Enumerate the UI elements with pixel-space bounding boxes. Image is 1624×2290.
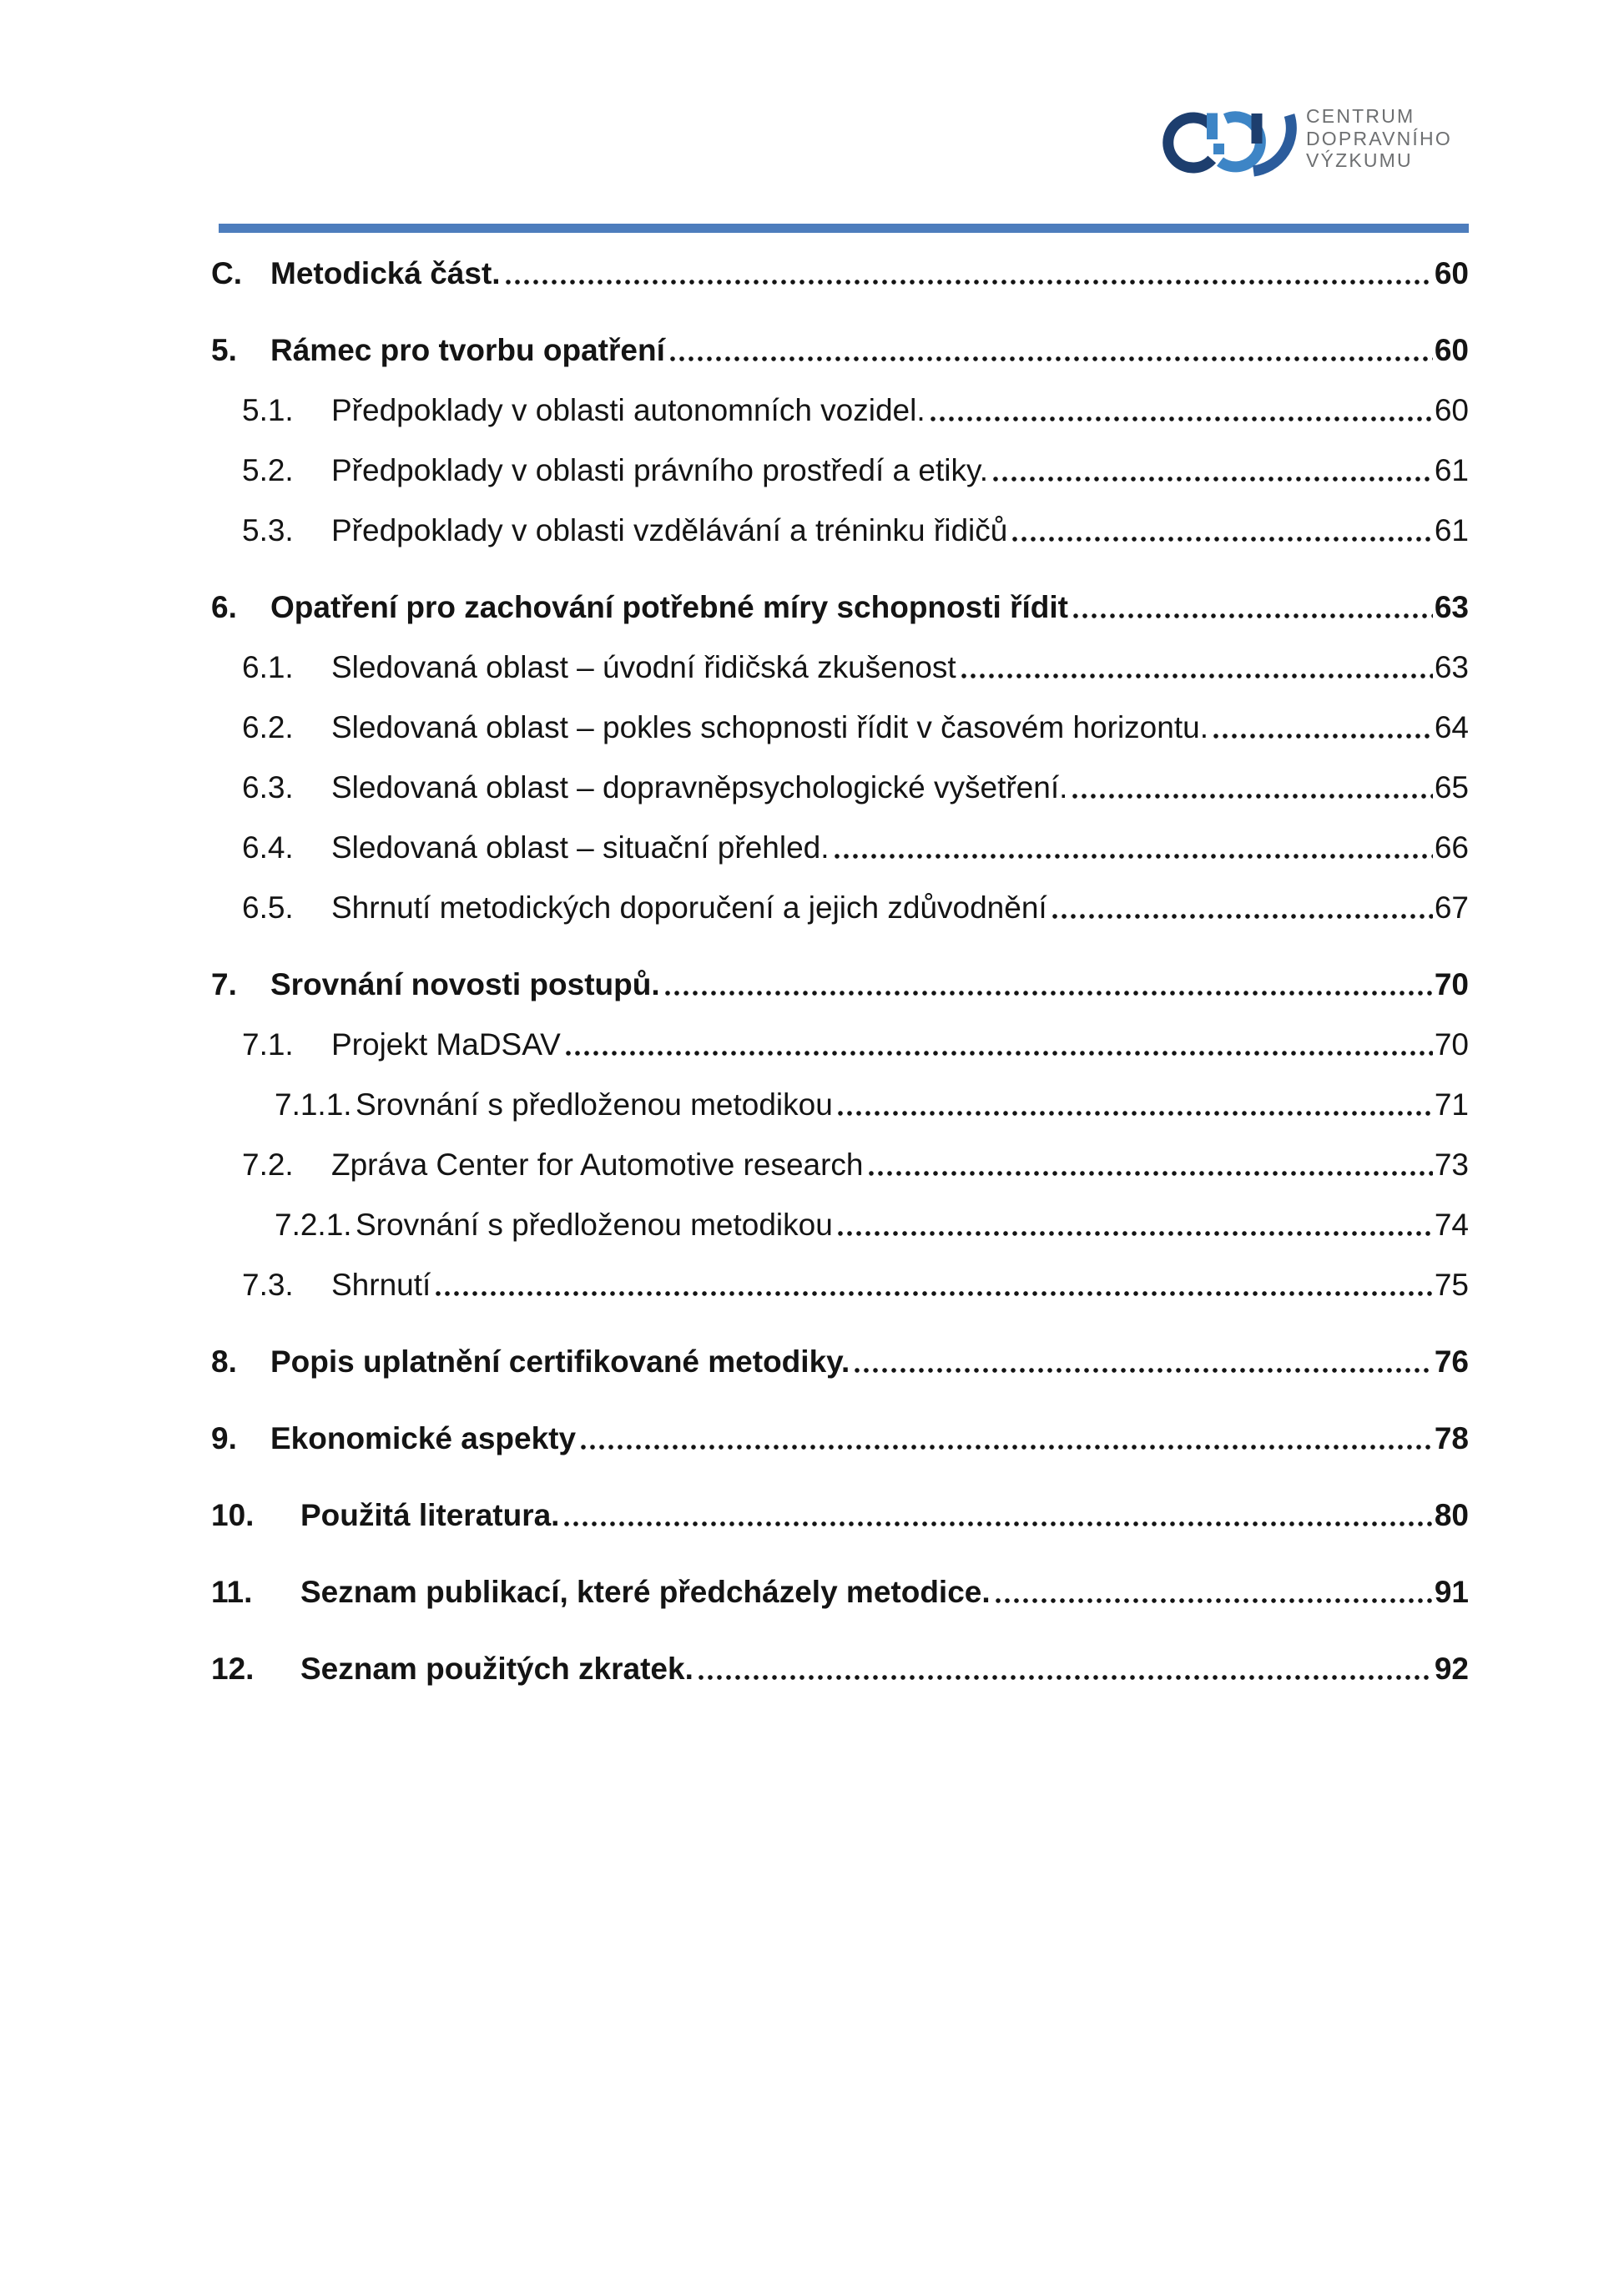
dot-leader: [992, 475, 1433, 483]
toc-entry[interactable]: [211, 329, 1469, 369]
toc-entry-number: 10.: [211, 1498, 255, 1532]
toc-entry[interactable]: [211, 826, 1469, 866]
dot-leader: [435, 1289, 1433, 1298]
toc-entry-number: 5.3.: [242, 513, 294, 547]
toc-entry[interactable]: [211, 646, 1469, 686]
toc-entry[interactable]: [211, 1417, 1469, 1457]
toc-entry-page: 60: [1434, 256, 1469, 290]
cdv-logo: [1162, 103, 1452, 184]
dot-leader: [834, 852, 1433, 860]
toc-entry-number: 5.: [211, 333, 237, 367]
logo-line-1: CENTRUM: [1306, 105, 1415, 127]
toc-entry-number: 6.: [211, 590, 237, 624]
toc-entry-title: Srovnání s předloženou metodikou: [356, 1208, 833, 1242]
toc-entry-page: 71: [1434, 1087, 1469, 1122]
toc-entry-page: 70: [1434, 967, 1469, 1001]
toc-entry[interactable]: [211, 1023, 1469, 1063]
dot-leader: [961, 672, 1433, 680]
dot-leader: [565, 1049, 1433, 1057]
toc-entry-page: 61: [1434, 513, 1469, 547]
toc-entry[interactable]: [211, 1340, 1469, 1380]
toc-entry-number: 7.1.: [242, 1027, 294, 1062]
dot-leader: [580, 1443, 1433, 1451]
toc-entry-number: 7.2.: [242, 1148, 294, 1182]
toc-entry-page: 60: [1434, 333, 1469, 367]
toc-entry-number: 5.2.: [242, 453, 294, 487]
toc-entry-title: Předpoklady v oblasti autonomních vozidel.: [331, 393, 925, 427]
dot-leader: [1011, 535, 1433, 543]
toc-entry-title: Seznam použitých zkratek.: [300, 1652, 693, 1686]
dot-leader: [930, 415, 1433, 423]
dot-leader: [1072, 792, 1432, 800]
toc-entry-title: Srovnání s předloženou metodikou: [356, 1087, 833, 1122]
toc-entry-page: 80: [1434, 1498, 1469, 1532]
logo-line-2: DOPRAVNÍHO: [1306, 127, 1452, 149]
toc-entry-page: 63: [1434, 590, 1469, 624]
dot-leader: [1213, 732, 1433, 740]
toc-entry-number: 7.: [211, 967, 237, 1001]
toc-entry-page: 61: [1434, 453, 1469, 487]
toc-entry-title: Popis uplatnění certifikované metodiky.: [270, 1344, 850, 1379]
toc-entry-title: Sledovaná oblast – situační přehled.: [331, 830, 830, 865]
cdv-logo-mark-icon: [1162, 103, 1299, 184]
toc-entry-number: 12.: [211, 1652, 255, 1686]
toc-entry-page: 63: [1434, 650, 1469, 684]
toc-entry[interactable]: [211, 706, 1469, 746]
toc-entry-title: Opatření pro zachování potřebné míry schopnosti řídit: [270, 590, 1068, 624]
dot-leader: [854, 1366, 1433, 1375]
table-of-contents: [211, 252, 1469, 1707]
toc-entry[interactable]: [211, 1264, 1469, 1304]
toc-entry-title: Sledovaná oblast – dopravněpsychologické vyšetření.: [331, 770, 1068, 805]
toc-entry-title: Sledovaná oblast – úvodní řidičská zkušenost: [331, 650, 956, 684]
toc-entry-page: 74: [1434, 1208, 1469, 1242]
toc-entry-number: 6.5.: [242, 890, 294, 925]
toc-entry-number: 11.: [211, 1575, 253, 1609]
toc-entry[interactable]: [211, 586, 1469, 626]
toc-entry-number: 9.: [211, 1421, 237, 1455]
toc-entry[interactable]: [211, 252, 1469, 292]
header-rule: [219, 224, 1469, 233]
toc-entry-page: 73: [1434, 1148, 1469, 1182]
toc-entry-page: 92: [1434, 1652, 1469, 1686]
toc-entry-number: 7.2.1.: [275, 1208, 352, 1242]
toc-entry-page: 64: [1434, 710, 1469, 744]
toc-entry-page: 65: [1434, 770, 1469, 805]
dot-leader: [1072, 612, 1433, 620]
toc-entry-title: Projekt MaDSAV: [331, 1027, 561, 1062]
toc-entry[interactable]: [211, 886, 1469, 926]
toc-entry-title: Shrnutí metodických doporučení a jejich zdůvodnění: [331, 890, 1047, 925]
toc-entry-page: 66: [1434, 830, 1469, 865]
toc-entry-page: 76: [1434, 1344, 1469, 1379]
toc-entry-number: C.: [211, 256, 242, 290]
dot-leader: [563, 1520, 1432, 1528]
toc-entry-title: Shrnutí: [331, 1268, 431, 1302]
toc-entry-number: 6.4.: [242, 830, 294, 865]
toc-entry[interactable]: [211, 1647, 1469, 1687]
toc-entry-page: 67: [1434, 890, 1469, 925]
logo-line-3: VÝZKUMU: [1306, 149, 1413, 171]
toc-entry[interactable]: [211, 1571, 1469, 1611]
toc-entry-number: 6.1.: [242, 650, 294, 684]
toc-entry-title: Předpoklady v oblasti vzdělávání a tréninku řidičů: [331, 513, 1008, 547]
toc-entry[interactable]: [211, 1203, 1469, 1243]
toc-entry[interactable]: [211, 449, 1469, 489]
toc-entry-number: 7.1.1.: [275, 1087, 352, 1122]
toc-entry-number: 6.2.: [242, 710, 294, 744]
toc-entry-title: Použitá literatura.: [300, 1498, 560, 1532]
dot-leader: [505, 278, 1433, 286]
dot-leader: [995, 1596, 1433, 1605]
toc-entry[interactable]: [211, 1494, 1469, 1534]
toc-entry-number: 7.3.: [242, 1268, 294, 1302]
toc-entry[interactable]: [211, 963, 1469, 1003]
toc-entry-title: Srovnání novosti postupů.: [270, 967, 660, 1001]
toc-entry[interactable]: [211, 1143, 1469, 1183]
toc-entry[interactable]: [211, 766, 1469, 806]
toc-entry[interactable]: [211, 1083, 1469, 1123]
dot-leader: [837, 1229, 1433, 1238]
toc-entry-number: 6.3.: [242, 770, 294, 805]
toc-entry-title: Rámec pro tvorbu opatření: [270, 333, 665, 367]
toc-entry-title: Ekonomické aspekty: [270, 1421, 577, 1455]
dot-leader: [837, 1109, 1433, 1117]
toc-entry-page: 70: [1434, 1027, 1469, 1062]
dot-leader: [1052, 912, 1433, 921]
toc-entry-title: Metodická část.: [270, 256, 501, 290]
toc-entry-page: 60: [1434, 393, 1469, 427]
cdv-logo-text: [1306, 105, 1452, 172]
toc-entry-title: Zpráva Center for Automotive research: [331, 1148, 864, 1182]
dot-leader: [868, 1169, 1433, 1178]
toc-entry-page: 75: [1434, 1268, 1469, 1302]
toc-entry-page: 78: [1434, 1421, 1469, 1455]
toc-entry-title: Předpoklady v oblasti právního prostředí a etiky.: [331, 453, 989, 487]
toc-entry[interactable]: [211, 509, 1469, 549]
dot-leader: [664, 989, 1433, 997]
toc-entry[interactable]: [211, 389, 1469, 429]
dot-leader: [669, 355, 1433, 363]
toc-entry-title: Sledovaná oblast – pokles schopnosti řídit v časovém horizontu.: [331, 710, 1208, 744]
toc-entry-number: 5.1.: [242, 393, 294, 427]
toc-entry-page: 91: [1434, 1575, 1469, 1609]
dot-leader: [698, 1673, 1433, 1682]
toc-entry-number: 8.: [211, 1344, 237, 1379]
toc-entry-title: Seznam publikací, které předcházely metodice.: [300, 1575, 991, 1609]
